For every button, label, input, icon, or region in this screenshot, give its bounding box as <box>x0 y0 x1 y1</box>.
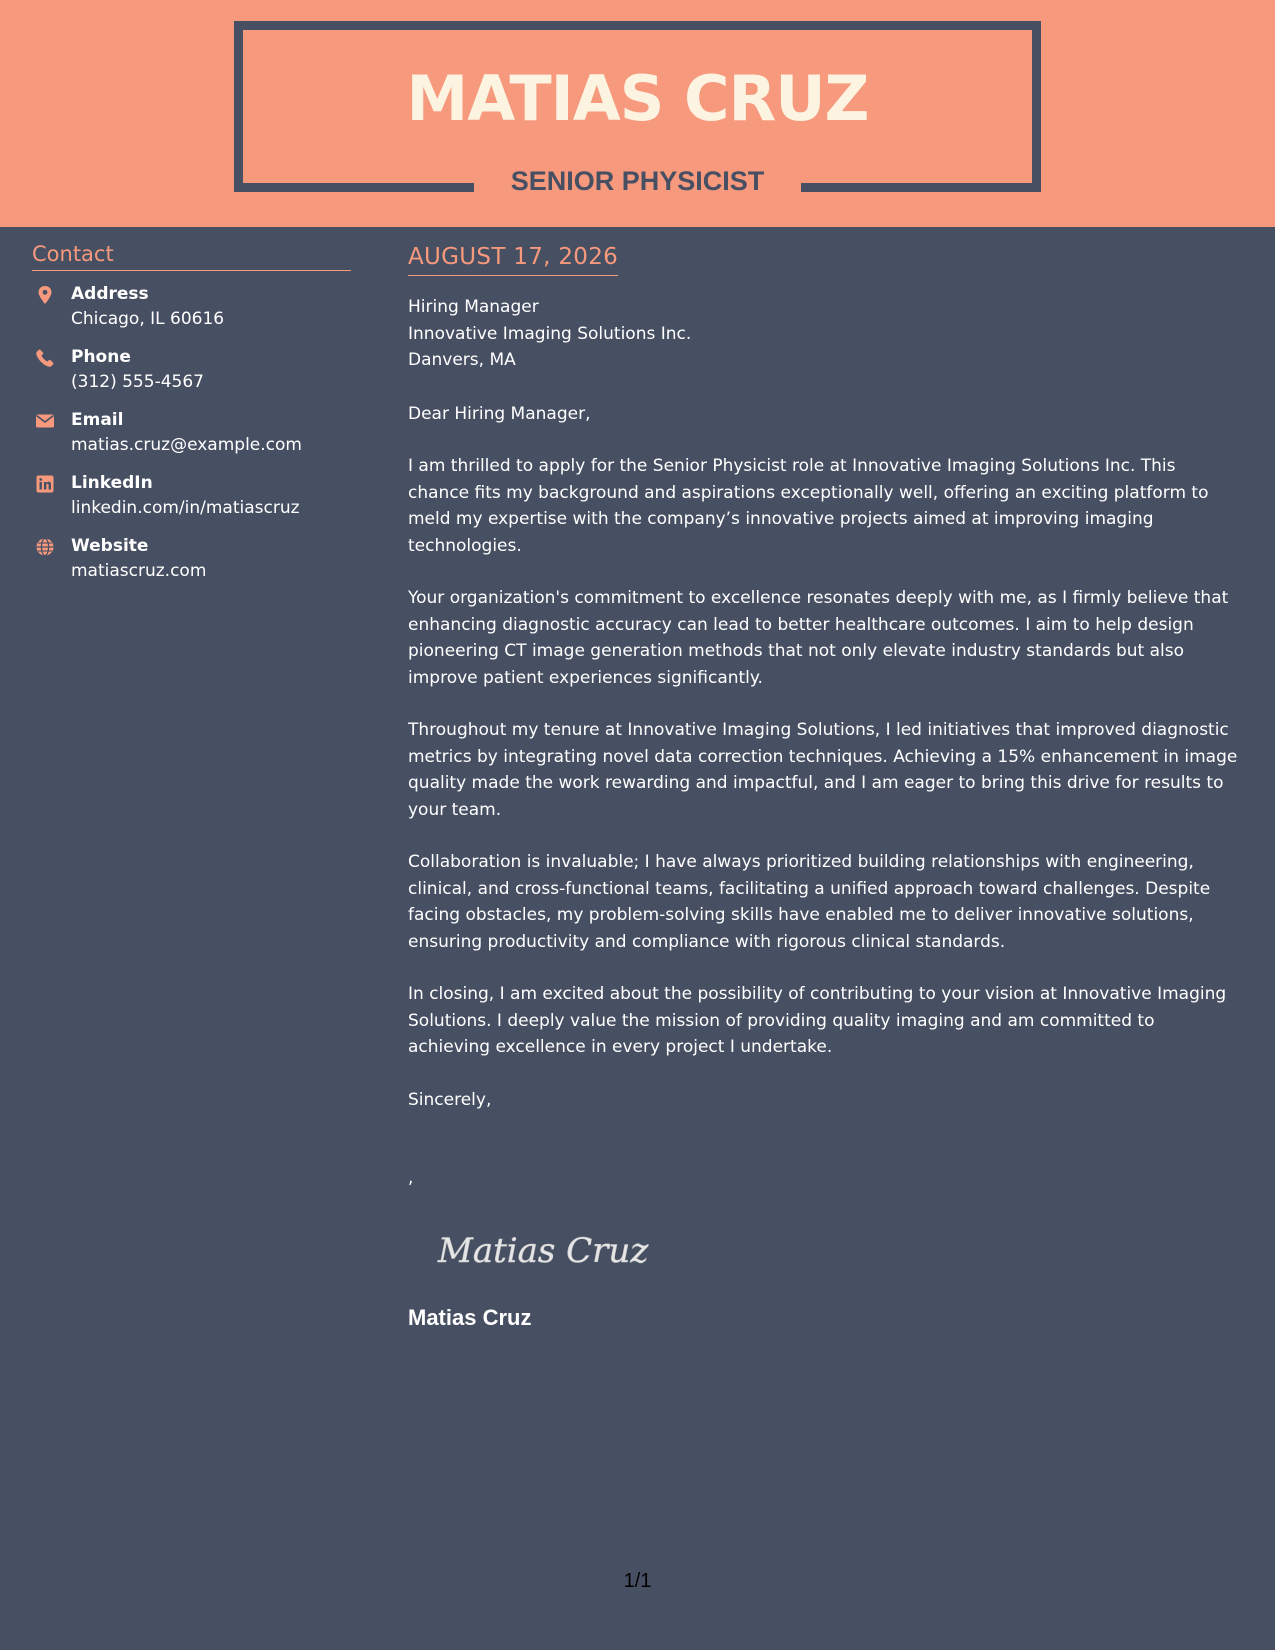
contact-label: LinkedIn <box>71 473 153 493</box>
contact-item-email <box>32 409 351 460</box>
title-frame-bottom-left <box>234 183 474 192</box>
paragraph: Collaboration is invaluable; I have always prioritized building relationships with engineering, clinical, and cross-functional teams, facilitating a unified approach toward challenges. Despite facing obstacles, my problem-solving skills have enabled me to deliver innovative solutions, ensuring productivity and compliance with rigorous clinical standards. <box>408 852 1211 952</box>
signature-script: Matias Cruz <box>438 1230 649 1271</box>
recipient-name: Hiring Manager <box>408 297 539 317</box>
closing: Sincerely, <box>408 1089 492 1110</box>
envelope-icon <box>35 411 55 431</box>
recipient-block <box>408 294 1238 374</box>
contact-value: (312) 555-4567 <box>71 372 204 392</box>
handwritten-signature <box>434 1220 674 1280</box>
contact-label: Email <box>71 410 124 430</box>
page-number: 1/1 <box>623 1570 652 1592</box>
map-pin-icon <box>35 285 55 305</box>
signature-name: Matias Cruz <box>408 1304 532 1330</box>
linkedin-icon <box>35 474 55 494</box>
phone-icon <box>35 348 55 368</box>
contact-item-phone <box>32 346 351 397</box>
contact-label: Address <box>71 284 149 304</box>
contact-item-linkedin <box>32 472 351 523</box>
greeting: Dear Hiring Manager, <box>408 403 591 424</box>
letter-body <box>408 244 1238 1331</box>
applicant-role: SENIOR PHYSICIST <box>510 166 765 196</box>
contact-value: matias.cruz@example.com <box>71 435 302 455</box>
letter-date: AUGUST 17, 2026 <box>408 244 618 276</box>
paragraph: Your organization's commitment to excellence resonates deeply with me, as I firmly believe that enhancing diagnostic accuracy can lead to better healthcare outcomes. I aim to help design pioneering CT image generation methods that not only elevate industry standards but also improve patient experiences significantly. <box>408 588 1229 688</box>
globe-icon <box>35 537 55 557</box>
contact-value: matiascruz.com <box>71 561 207 581</box>
contact-item-website <box>32 535 351 586</box>
applicant-name: MATIAS CRUZ <box>406 62 869 135</box>
contact-label: Phone <box>71 347 131 367</box>
contact-value: linkedin.com/in/matiascruz <box>71 498 300 518</box>
paragraph: In closing, I am excited about the possibility of contributing to your vision at Innovative Imaging Solutions. I deeply value the mission of providing quality imaging and am committed to achieving excellence in every project I undertake. <box>408 984 1227 1057</box>
title-frame-bottom-right <box>801 183 1041 192</box>
contact-title: Contact <box>32 242 351 271</box>
contact-sidebar <box>32 242 351 586</box>
contact-value: Chicago, IL 60616 <box>71 309 225 329</box>
contact-label: Website <box>71 536 149 556</box>
contact-item-address <box>32 283 351 334</box>
paragraph: I am thrilled to apply for the Senior Physicist role at Innovative Imaging Solutions Inc. This chance fits my background and aspirations exceptionally well, offering an exciting platform to meld my expertise with the company’s innovative projects aimed at improving imaging technologies. <box>408 456 1209 556</box>
signature-comma: , <box>408 1168 414 1188</box>
recipient-company: Innovative Imaging Solutions Inc. <box>408 323 692 344</box>
recipient-location: Danvers, MA <box>408 350 516 370</box>
paragraph: Throughout my tenure at Innovative Imaging Solutions, I led initiatives that improved diagnostic metrics by integrating novel data correction techniques. Achieving a 15% enhancement in image quality made the work rewarding and impactful, and I am eager to bring this drive for results to your team. <box>408 720 1238 820</box>
